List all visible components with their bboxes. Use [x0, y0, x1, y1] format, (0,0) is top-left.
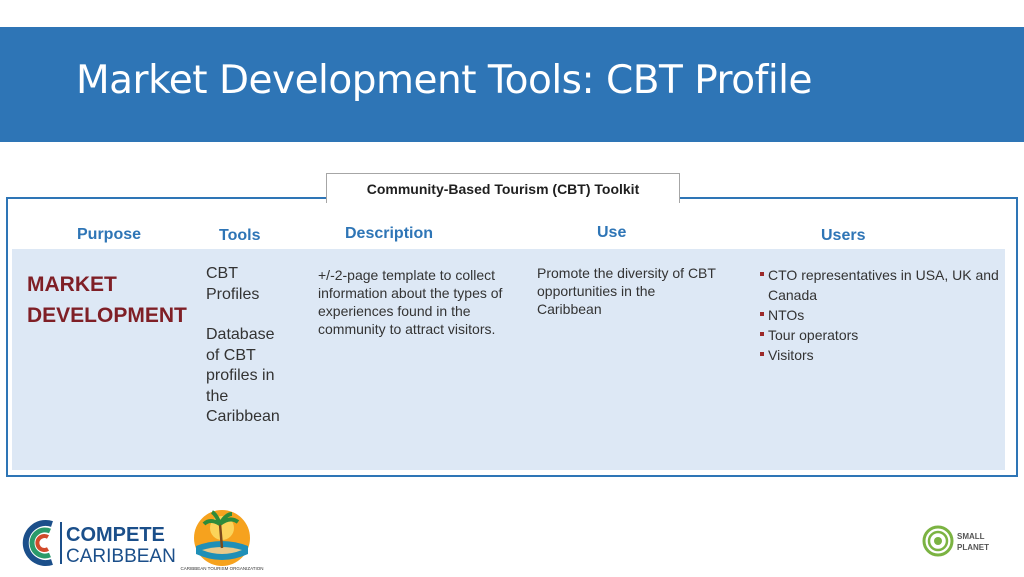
users-list-label: Visitors [768, 347, 814, 363]
purpose-line: DEVELOPMENT [27, 304, 187, 327]
small-planet-logo [921, 524, 989, 563]
users-list-item [760, 345, 1000, 365]
header-use: Use [597, 224, 627, 241]
bullet-icon [760, 332, 764, 336]
purpose-line: MARKET [27, 273, 117, 296]
cto-logo-text: CARIBBEAN TOURISM ORGANIZATION [180, 566, 264, 571]
small-planet-emblem-icon [921, 524, 989, 558]
users-list [760, 265, 1000, 365]
small-planet-line1: SMALL [957, 532, 985, 541]
tool-item: Database of CBT profiles in the Caribbean [206, 326, 280, 425]
cto-logo [182, 506, 262, 577]
tool-item: CBT Profiles [206, 265, 260, 303]
users-list-label: NTOs [768, 307, 805, 323]
small-planet-line2: PLANET [957, 543, 989, 552]
tools-cell [206, 264, 290, 428]
bullet-icon [760, 352, 764, 356]
compete-logo-line2: CARIBBEAN [66, 546, 176, 567]
header-users: Users [821, 227, 866, 244]
use-cell: Promote the diversity of CBT opportunities in the Caribbean [537, 265, 716, 317]
header-description: Description [345, 225, 434, 242]
users-list-item [760, 305, 1000, 325]
slide-title: Market Development Tools: CBT Profile [76, 58, 812, 103]
users-list-item [760, 265, 1000, 305]
compete-caribbean-logo [14, 518, 179, 573]
users-list-label: Tour operators [768, 327, 859, 343]
bullet-icon [760, 272, 764, 276]
bullet-icon [760, 312, 764, 316]
users-list-label: CTO representatives in USA, UK and Canada [768, 267, 999, 303]
toolkit-tab: Community-Based Tourism (CBT) Toolkit [326, 173, 680, 203]
header-tools: Tools [219, 227, 261, 244]
purpose-cell [27, 269, 187, 331]
compete-logo-line1: COMPETE [66, 524, 165, 546]
compete-caribbean-emblem-icon [14, 518, 179, 568]
users-list-item [760, 325, 1000, 345]
users-cell [760, 265, 1000, 365]
header-purpose: Purpose [77, 226, 142, 243]
description-cell: +/-2-page template to collect information about the types of experiences found in the community to attract visitors. [318, 267, 503, 337]
cto-emblem-icon [182, 506, 262, 572]
